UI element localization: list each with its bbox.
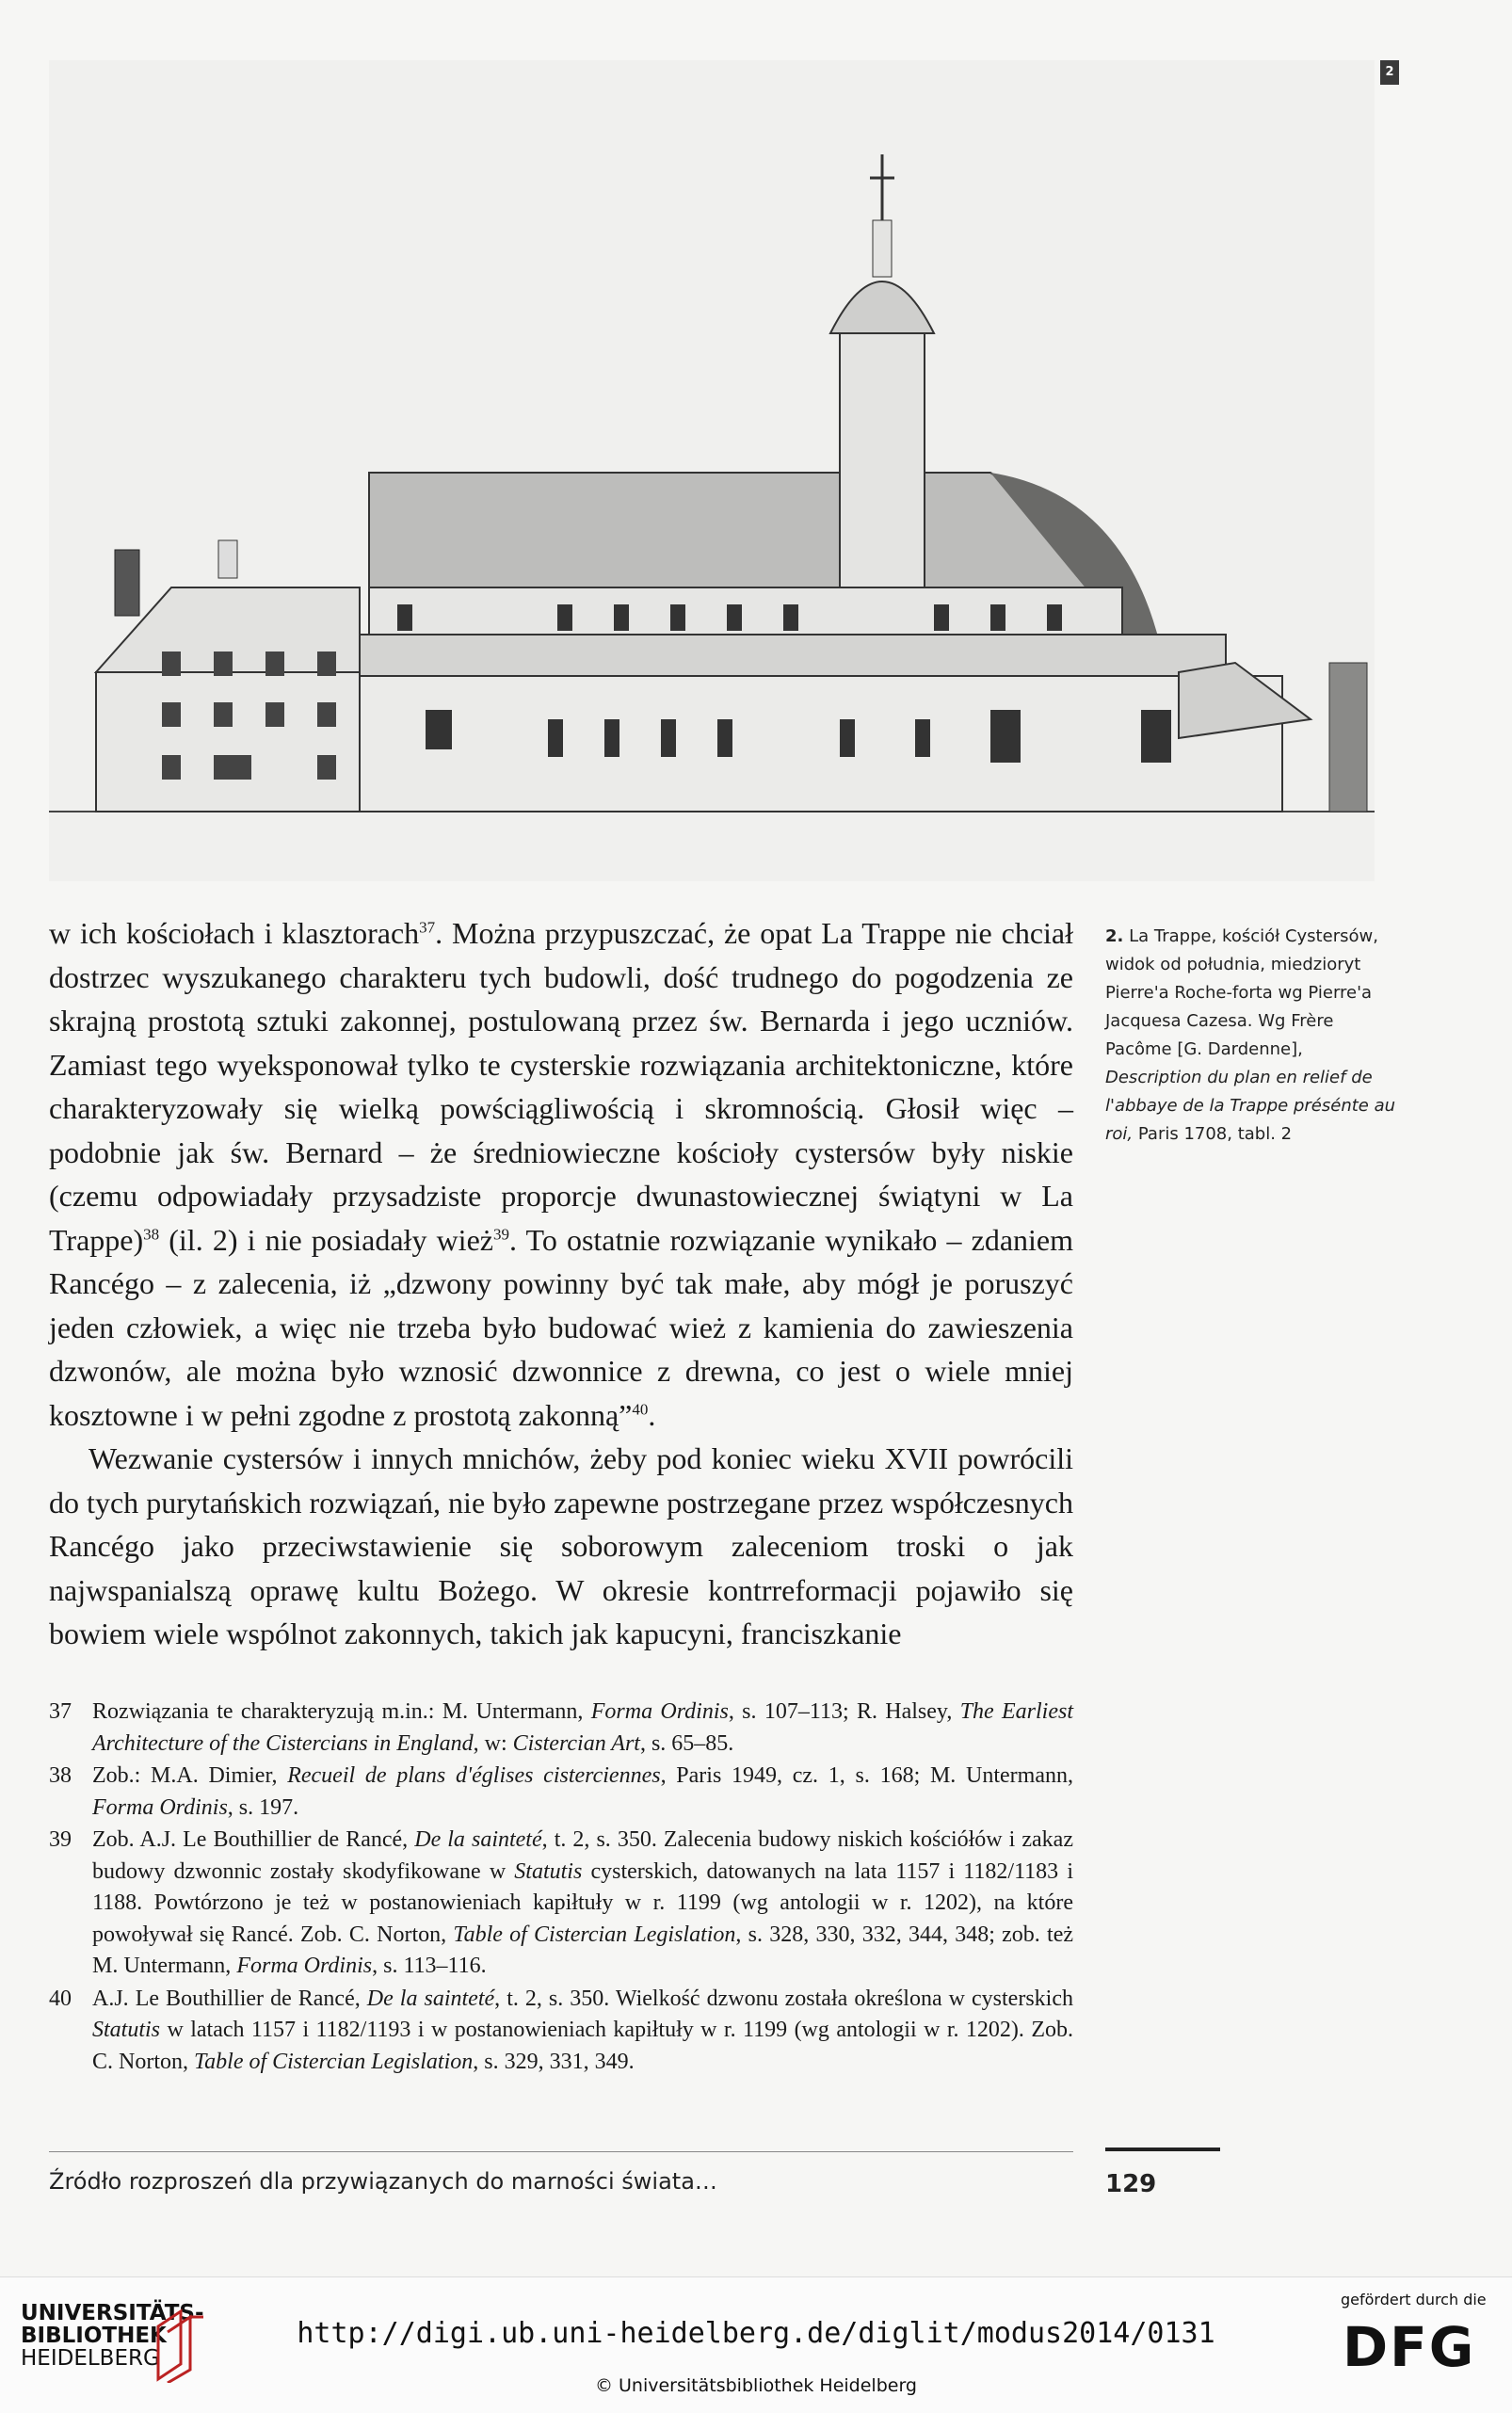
paragraph: w ich kościołach i klasztorach$^{37}$. Można przypuszczać, że opat La Trappe nie chciał dostrzec wyszukanego charakteru tych budowli, dość trudnego do pogodzenia ze skrajną prostotą sztuki zakonnej, postulowaną przez św. Bernarda i jego uczniów. Zamiast tego wyeksponował tylko te cysterskie rozwiązania architektoniczne, które charakteryzowały się wielką powściągliwością i skromnością. Głosił więc – podobnie jak św. Bernard – że średniowieczne kościoły cystersów były niskie (czemu odpowiadały przysadziste proporcje dwunastowiecznej świątyni w La Trappe)$^{38}$ (il. 2) i nie posiadały wież$^{39}$. To ostatnie rozwiązanie wynikało – zdaniem Rancégo – z zalecenia, iż „dzwony powinny być tak małe, aby mógł je poruszyć jeden człowiek, a więc nie trzeba było budować wież z kamienia do zawieszenia dzwonów, ale można było wznosić dzwonnice z drewna, co jest o wiele mniej kosztowne i w pełni zgodne z prostotą zakonną”$^{40}$. [49, 916, 1074, 1432]
footnote-ref[interactable]: 38 [143, 1224, 160, 1243]
footnotes [49, 1697, 1073, 2079]
caption-title: Description du plan en relief de l'abbaye de la Trappe présénte au roi, [1105, 1068, 1396, 1144]
main-text [49, 911, 1073, 1656]
footnote: 39 Zob. A.J. Le Bouthillier de Rancé, De la sainteté, t. 2, s. 350. Zalecenia budowy niskich kościółów i zakaz budowy dzwonnic zostały skodyfikowane w Statutis cysterskich, datowanych na lata 1157 i 1182/1183 i 1188. Powtórzono je też w postanowieniach kapiłtuły w r. 1199 (wg antologii w r. 1202), na które powoływał się Rancé. Zob. C. Norton, Table of Cistercian Legislation, s. 328, 330, 332, 344, 348; zob. też M. Untermann, Forma Ordinis, s. 113–116. [49, 1825, 1073, 1983]
caption-number: 2. [1105, 926, 1124, 946]
footnote: 38 Zob.: M.A. Dimier, Recueil de plans d'églises cisterciennes, Paris 1949, cz. 1, s. 168; M. Untermann, Forma Ordinis, s. 197. [49, 1761, 1073, 1824]
library-name: UNIVERSITÄTS- BIBLIOTHEK HEIDELBERG [21, 2301, 204, 2371]
page-number: 129 [1105, 2170, 1157, 2198]
church-engraving-figure [49, 60, 1375, 881]
footnote-ref[interactable]: 40 [632, 1399, 649, 1418]
footnote-number: 40 [49, 1986, 72, 2011]
copyright-notice: © Universitätsbibliothek Heidelberg [594, 2375, 917, 2396]
page-number-rule [1105, 2148, 1220, 2151]
footnote-number: 39 [49, 1827, 72, 1852]
footnote-number: 38 [49, 1763, 72, 1788]
caption-text: La Trappe, kościół Cystersów, widok od południa, miedzioryt Pierre'a Roche-forta wg Pierre'a Jacquesa Cazesa. Wg Frère Pacôme [G. Dardenne], [1105, 926, 1378, 1059]
running-head: Źródło rozproszeń dla przywiązanych do marności świata… [49, 2168, 717, 2195]
footnote: 40 A.J. Le Bouthillier de Rancé, De la sainteté, t. 2, s. 350. Wielkość dzwonu została określona w cysterskich Statutis w latach 1157 i 1182/1193 i w postanowieniach kapiłtuły w r. 1199 (wg antologii w r. 1202). Zob. C. Norton, Table of Cistercian Legislation, s. 329, 331, 349. [49, 1984, 1073, 2079]
caption-end: Paris 1708, tabl. 2 [1137, 1124, 1293, 1144]
figure-number-badge: 2 [1380, 60, 1399, 85]
footnote-ref[interactable]: 39 [492, 1224, 509, 1243]
dfg-logo: DFG [1343, 2315, 1476, 2379]
footer-rule [49, 2151, 1073, 2152]
funded-by-text: gefördert durch die [1341, 2291, 1487, 2308]
footnote-ref[interactable]: 37 [419, 918, 436, 937]
source-url-link[interactable]: http://digi.ub.uni-heidelberg.de/diglit/modus2014/0131 [297, 2317, 1215, 2350]
footnote-number: 37 [49, 1699, 72, 1724]
church-elevation-illustration [49, 60, 1375, 881]
figure-caption [1105, 923, 1399, 1149]
digitization-footer [0, 2276, 1512, 2413]
paragraph: Wezwanie cystersów i innych mnichów, żeby pod koniec wieku XVII powrócili do tych purytańskich rozwiązań, nie było zapewne postrzegane przez współczesnych Rancégo jako przeciwstawienie się soborowym zaleceniom troski o jak najwspanialszą oprawę kultu Bożego. W okresie kontrreformacji pojawiło się bowiem wiele wspólnot zakonnych, takich jak kapucyni, franciszkanie [49, 1441, 1073, 1650]
footnote: 37 Rozwiązania te charakteryzują m.in.: M. Untermann, Forma Ordinis, s. 107–113; R. Halsey, The Earliest Architecture of the Cistercians in England, w: Cistercian Art, s. 65–85. [49, 1697, 1073, 1760]
